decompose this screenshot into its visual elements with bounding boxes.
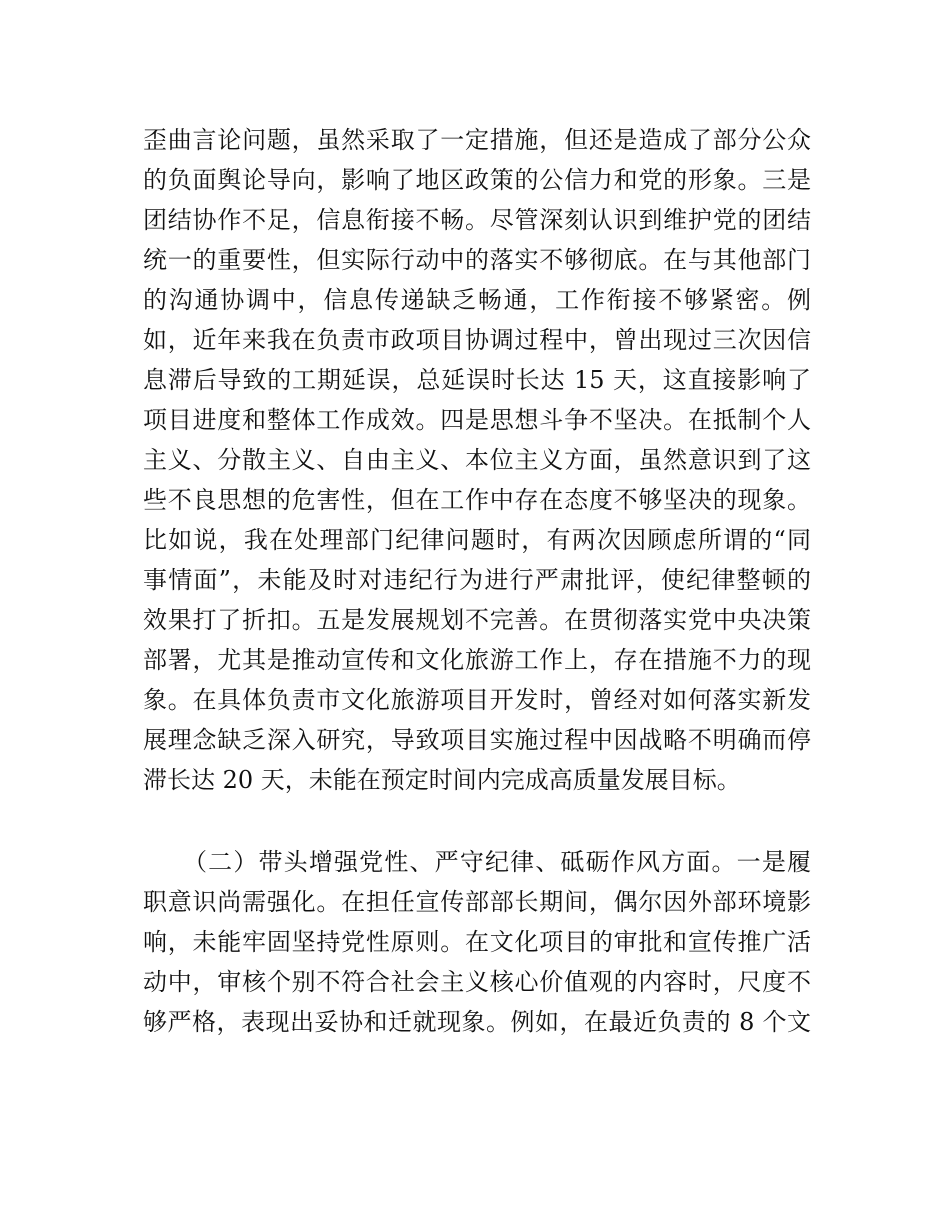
text-line: 些不良思想的危害性，但在工作中存在态度不够坚决的现象。 bbox=[143, 486, 811, 514]
paragraph-1 bbox=[143, 120, 811, 800]
text-line: 息滞后导致的工期延误，总延误时长达 15 天，这直接影响了 bbox=[143, 366, 811, 394]
text-line: 歪曲言论问题，虽然采取了一定措施，但还是造成了部分公众 bbox=[143, 126, 811, 154]
text-line: 滞长达 20 天，未能在预定时间内完成高质量发展目标。 bbox=[143, 766, 741, 794]
text-line: 的沟通协调中，信息传递缺乏畅通，工作衔接不够紧密。例 bbox=[143, 286, 811, 314]
text-line: 动中，审核个别不符合社会主义核心价值观的内容时，尺度不 bbox=[143, 968, 811, 996]
text-line: 效果打了折扣。五是发展规划不完善。在贯彻落实党中央决策 bbox=[143, 606, 811, 634]
text-line: 的负面舆论导向，影响了地区政策的公信力和党的形象。三是 bbox=[143, 166, 811, 194]
text-line: 展理念缺乏深入研究，导致项目实施过程中因战略不明确而停 bbox=[143, 726, 811, 754]
text-line: 主义、分散主义、自由主义、本位主义方面，虽然意识到了这 bbox=[143, 446, 811, 474]
text-line: 团结协作不足，信息衔接不畅。尽管深刻认识到维护党的团结 bbox=[143, 206, 811, 234]
text-line: 部署，尤其是推动宣传和文化旅游工作上，存在措施不力的现 bbox=[143, 646, 811, 674]
section-heading-line: （二）带头增强党性、严守纪律、砥砺作风方面。一是履 bbox=[183, 848, 811, 876]
text-line: 职意识尚需强化。在担任宣传部部长期间，偶尔因外部环境影 bbox=[143, 888, 811, 916]
text-line: 如，近年来我在负责市政项目协调过程中，曾出现过三次因信 bbox=[143, 326, 811, 354]
text-line: 比如说，我在处理部门纪律问题时，有两次因顾虑所谓的“同 bbox=[143, 526, 811, 554]
text-line: 象。在具体负责市文化旅游项目开发时，曾经对如何落实新发 bbox=[143, 686, 811, 714]
text-line: 事情面”，未能及时对违纪行为进行严肃批评，使纪律整顿的 bbox=[143, 566, 811, 594]
text-line: 够严格，表现出妥协和迁就现象。例如，在最近负责的 8 个文 bbox=[143, 1008, 811, 1036]
text-line: 统一的重要性，但实际行动中的落实不够彻底。在与其他部门 bbox=[143, 246, 811, 274]
text-line: 项目进度和整体工作成效。四是思想斗争不坚决。在抵制个人 bbox=[143, 406, 811, 434]
text-line: 响，未能牢固坚持党性原则。在文化项目的审批和宣传推广活 bbox=[143, 928, 811, 956]
paragraph-2 bbox=[143, 842, 811, 1042]
